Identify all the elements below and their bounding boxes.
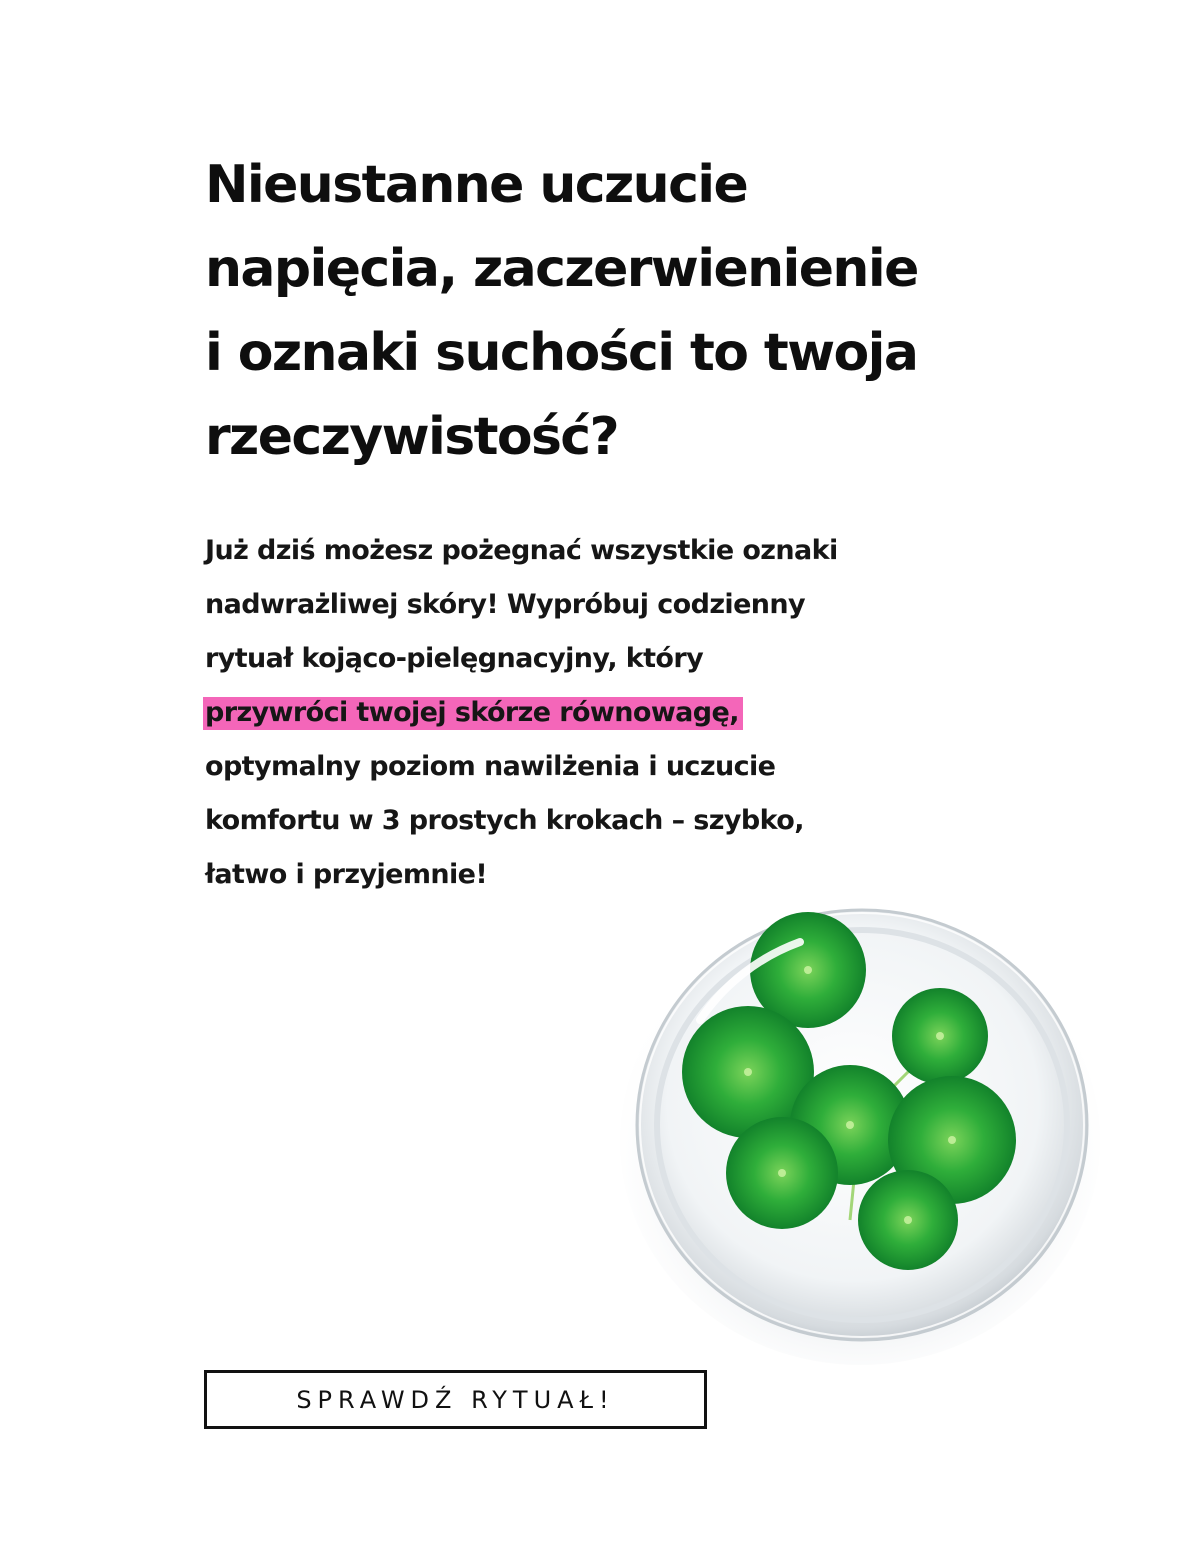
headline-line: napięcia, zaczerwienienie xyxy=(205,239,918,299)
petri-dish-with-leaves-icon xyxy=(610,870,1110,1370)
highlighted-text: przywróci twojej skórze równowagę, xyxy=(203,697,743,730)
body-paragraph xyxy=(205,524,965,902)
headline-line: Nieustanne uczucie xyxy=(205,155,748,215)
headline xyxy=(205,143,1065,479)
headline-line: i oznaki suchości to twoja xyxy=(205,323,918,383)
body-line: optymalny poziom nawilżenia i uczucie xyxy=(205,751,776,782)
body-line: komfortu w 3 prostych krokach – szybko, xyxy=(205,805,804,836)
body-line: nadwrażliwej skóry! Wypróbuj codzienny xyxy=(205,589,806,620)
body-line: rytuał kojąco-pielęgnacyjny, który xyxy=(205,643,704,674)
body-line: łatwo i przyjemnie! xyxy=(205,859,488,890)
headline-line: rzeczywistość? xyxy=(205,407,619,467)
body-line: Już dziś możesz pożegnać wszystkie oznaki xyxy=(205,535,838,566)
body-line-highlighted xyxy=(205,686,965,740)
check-ritual-button[interactable]: SPRAWDŹ RYTUAŁ! xyxy=(204,1370,707,1429)
